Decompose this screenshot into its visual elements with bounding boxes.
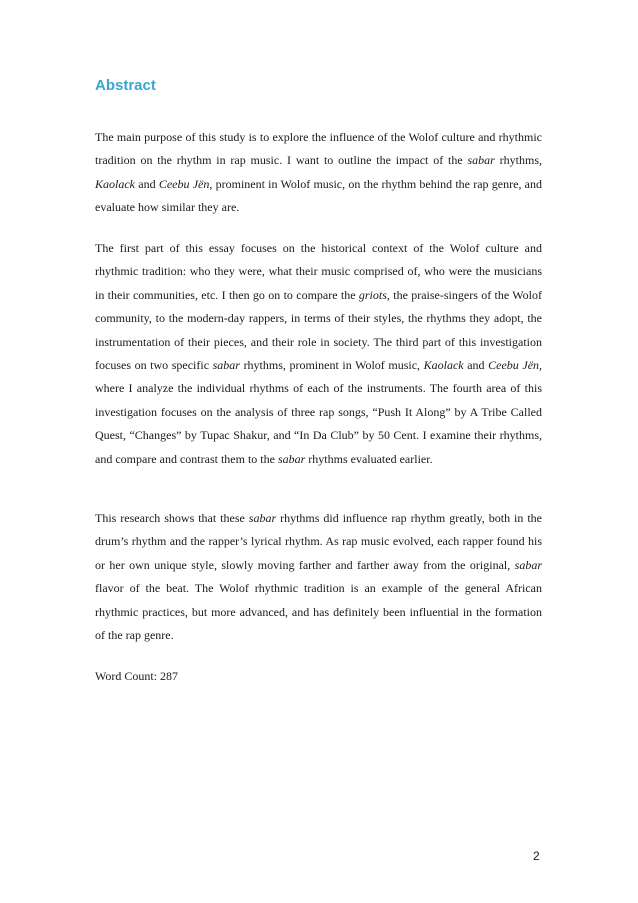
text-run: , the praise-singers of the Wolof community, to the modern-day rappers, in terms of their styles, the rhythms they adopt, the instrumentation of their pieces, and their role in society. The third part of this investigation focuses on two specific	[95, 287, 542, 373]
text-run: rhythms, prominent in Wolof music,	[239, 358, 424, 373]
italic-term: sabar	[467, 153, 495, 168]
italic-term: sabar	[248, 511, 277, 525]
abstract-paragraph-2	[95, 237, 542, 471]
italic-term: Ceebu Jën,	[488, 358, 543, 373]
text-run: and	[135, 176, 159, 191]
text-run: The first part of this essay focuses on the historical context of the Wolof culture and rhythmic tradition: who they were, what their music comprised of, who were the musicians in their communities, etc. I then go on to compare the	[95, 241, 542, 302]
italic-term: Ceebu Jën	[158, 176, 210, 191]
text-run: The main purpose of this study is to explore the influence of the Wolof culture and rhythmic tradition on the rhythm in rap music. I want to outline the impact of the	[95, 130, 542, 168]
text-run: and	[463, 358, 489, 373]
italic-term: sabar	[514, 557, 542, 572]
text-run: rhythms did influence rap rhythm greatly, both in the drum’s rhythm and the rapper’s lyrical rhythm. As rap music evolved, each rapper found his or her own unique style, slowly moving farther and farther away from the original,	[95, 511, 542, 572]
text-run: This research shows that these	[95, 511, 249, 525]
text-run: rhythms,	[494, 153, 542, 168]
text-run: flavor of the beat. The Wolof rhythmic tradition is an example of the general African rhythmic practices, but more advanced, and has definitely been influential in the formation of the rap genre.	[95, 581, 542, 643]
italic-term: sabar	[212, 358, 240, 373]
italic-term: griots	[358, 287, 387, 302]
italic-term: sabar	[277, 451, 306, 466]
italic-term: Kaolack	[95, 176, 135, 191]
abstract-paragraph-1	[95, 126, 542, 220]
word-count: Word Count: 287	[95, 669, 179, 683]
abstract-paragraph-3	[95, 507, 542, 647]
text-run: , prominent in Wolof music, on the rhythm behind the rap genre, and evaluate how similar they are.	[95, 176, 543, 215]
section-heading: Abstract	[95, 77, 156, 94]
page-number: 2	[533, 849, 540, 863]
text-run: where I analyze the individual rhythms of each of the instruments. The fourth area of this investigation focuses on the analysis of three rap songs, “Push It Along” by A Tribe Called Quest, “Changes” by Tupac Shakur, and “In Da Club” by 50 Cent. I examine their rhythms, and compare and contrast them to the	[95, 381, 542, 466]
text-run: rhythms evaluated earlier.	[305, 451, 433, 466]
italic-term: Kaolack	[423, 358, 464, 373]
